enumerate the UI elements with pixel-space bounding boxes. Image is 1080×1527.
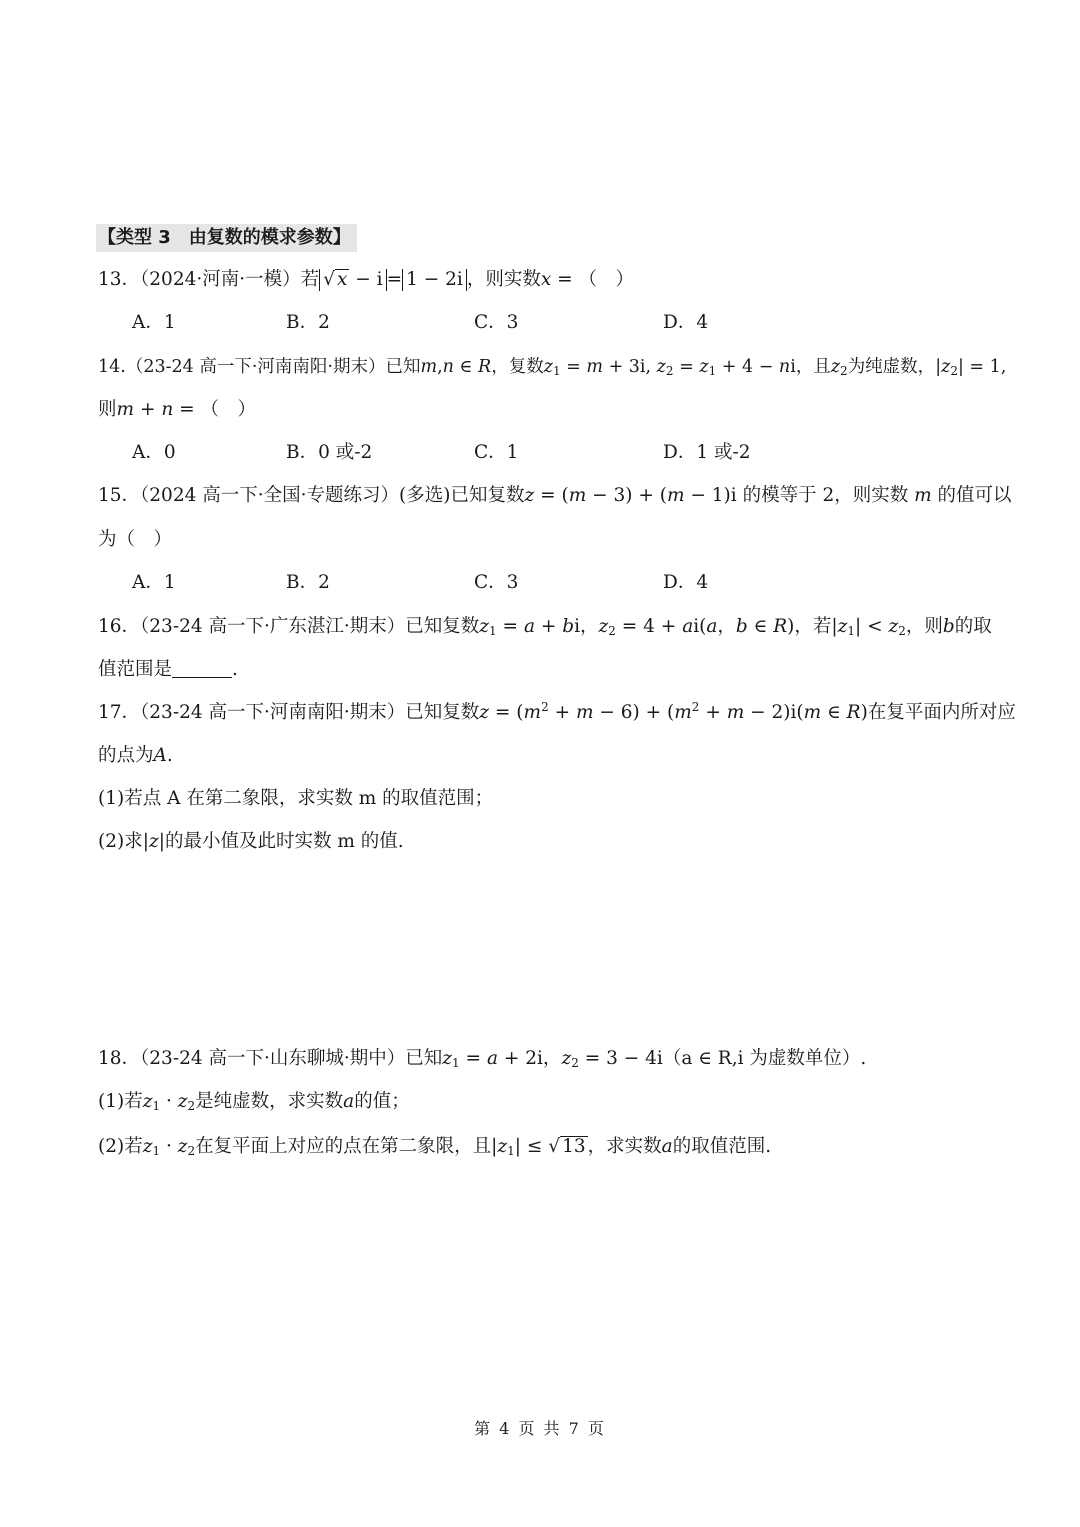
q13-option-a: A．1	[132, 312, 176, 333]
q16-end: 的取	[954, 616, 992, 637]
q16-prefix: 16．（23-24 高一下·广东湛江·期末）已知复数	[98, 616, 480, 637]
question-16-line-2	[98, 657, 984, 683]
q13-abs-left: √ x − i	[319, 269, 386, 291]
question-13: 13．（2024·河南·一模）若 √ x − i = 1 − 2i ，则实数x = （ ）	[98, 269, 635, 290]
q13-abs-right: 1 − 2i	[402, 269, 467, 291]
q13-option-b: B．2	[286, 312, 330, 333]
q18-mid: ，	[542, 1048, 562, 1069]
answer-blank[interactable]	[172, 659, 232, 678]
q18-part1-suffix: 是纯虚数，求实数	[195, 1091, 344, 1112]
q14-mid1: ，复数	[491, 357, 544, 377]
q17-prefix: 17．（23-24 高一下·河南南阳·期末）已知复数	[98, 702, 480, 723]
q14-end: （ ）	[200, 399, 257, 420]
question-14-line-2: 则m + n = （ ）	[98, 399, 257, 420]
q14-line2-prefix: 则	[98, 399, 117, 420]
question-17-part-1: (1)若点 A 在第二象限，求实数 m 的取值范围；	[98, 788, 494, 809]
q15-end: 的值可以	[931, 485, 1012, 506]
question-18-part-2: (2)若$z_1 \cdot z_2$在复平面上对应的点在第二象限，且$|z_1|$ ≤ √ 13 ，求实数a的取值范围.	[98, 1136, 772, 1158]
q13-suffix: ，则实数	[466, 269, 541, 290]
q13-prefix: 13．（2024·河南·一模）若	[98, 269, 320, 290]
q18-part2-prefix: (2)若	[98, 1136, 143, 1157]
q14-option-a: A．0	[132, 442, 176, 463]
q18-part2-mid: 在复平面上对应的点在第二象限，且	[195, 1136, 492, 1157]
question-16: 16．（23-24 高一下·广东湛江·期末）已知复数$z_1 = a$ + bi，$z_2 = 4 + ai(a$，b ∈ R)，若$|z_1| < z_2$，则b的取	[98, 616, 992, 638]
section-title: 【类型 3 由复数的模求参数】	[96, 224, 357, 252]
q17-line2: 的点为	[98, 745, 154, 766]
question-15-line-2: 为（ ）	[98, 529, 173, 550]
q16-mid: ，若	[794, 616, 832, 637]
q18-prefix: 18．（23-24 高一下·山东聊城·期中）已知	[98, 1048, 443, 1069]
q15-option-b: B．2	[286, 572, 330, 593]
question-17-line-2: 的点为A.	[98, 745, 173, 766]
question-18: 18．（23-24 高一下·山东聊城·期中）已知$z_1 = a + 2i$，$z_2 = 3 - 4i(a$ ∈ R,i 为虚数单位）.	[98, 1048, 867, 1070]
q14-mid2: ，且	[795, 357, 831, 377]
q15-option-d: D．4	[663, 572, 709, 593]
question-17-part-2: (2)求|z|的最小值及此时实数 m 的值.	[98, 831, 404, 852]
q17-part2-suffix: 的最小值及此时实数 m 的值.	[164, 831, 404, 852]
page-footer: 第 4 页 共 7 页	[474, 1419, 606, 1438]
question-15: 15．（2024 高一下·全国·专题练习）(多选)已知复数z = (m − 3) + (m − 1)i 的模等于 2，则实数 m 的值可以	[98, 485, 1012, 506]
q14-option-c: C．1	[474, 442, 519, 463]
question-14: 14.（23-24 高一下·河南南阳·期末）已知m,n ∈ R，复数$z_1 = m + 3i$, $z_2 = z_1 + 4$ − ni，且$z_2$为纯虚数，$|z_2| = 1$,	[98, 357, 1007, 378]
q13-end: （ ）	[578, 269, 635, 290]
q14-mid3: 为纯虚数，	[847, 357, 936, 377]
q18-paren: （a ∈ R,i 为虚数单位）.	[662, 1048, 867, 1069]
q15-option-a: A．1	[132, 572, 176, 593]
q15-option-c: C．3	[474, 572, 519, 593]
q18-part1-end: 的值；	[354, 1091, 410, 1112]
q13-option-d: D．4	[663, 312, 709, 333]
question-17: 17．（23-24 高一下·河南南阳·期末）已知复数$z = (m^2 + m - 6) + (m^2 + m - 2)i(m$ ∈ R)在复平面内所对应	[98, 700, 1016, 723]
question-18-part-1: (1)若$z_1 \cdot z_2$是纯虚数，求实数a的值；	[98, 1091, 410, 1113]
q14-option-d: D．1 或-2	[663, 442, 751, 463]
q18-part1-prefix: (1)若	[98, 1091, 143, 1112]
q14-prefix: 14.（23-24 高一下·河南南阳·期末）已知	[98, 357, 421, 377]
q18-part2-mid2: ，求实数	[587, 1136, 662, 1157]
q16-line2-prefix: 值范围是	[98, 659, 173, 680]
q16-line2-end: .	[232, 659, 238, 680]
q17-part2-prefix: (2)求	[98, 831, 143, 852]
q17-end: 在复平面内所对应	[867, 702, 1016, 723]
q13-option-c: C．3	[474, 312, 519, 333]
q14-option-b: B．0 或-2	[286, 442, 373, 463]
q15-prefix: 15．（2024 高一下·全国·专题练习）(多选)已知复数	[98, 485, 525, 506]
q15-suffix: 的模等于 2，则实数	[736, 485, 915, 506]
q18-part2-end: 的取值范围.	[672, 1136, 772, 1157]
